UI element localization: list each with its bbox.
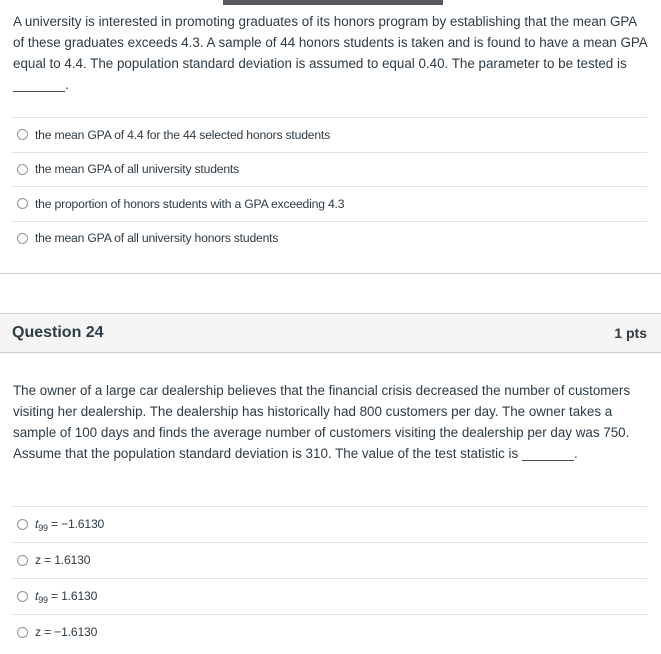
answer-value: = 1.6130 [40,552,91,567]
answer-var: t [35,588,39,603]
answer-label [35,589,97,605]
answer-option-2[interactable] [11,542,647,578]
radio-button[interactable] [17,591,28,602]
radio-button[interactable] [17,198,28,209]
answer-list [11,117,647,255]
question-text: The owner of a large car dealership believes that the financial crisis decreased the number of customers visiting her dealership. The dealership has historically had 800 customers per day. The owner takes a sample of 100 days and finds the average number of customers visiting the dealership per day was 750. Assume that the population standard deviation is 310. The value of the test statistic is _______. [13,383,631,461]
answer-option-1[interactable] [11,117,647,152]
radio-button[interactable] [17,519,28,530]
answer-list [11,506,647,650]
answer-label [35,517,104,533]
answer-option-1[interactable] [11,506,647,542]
radio-button[interactable] [17,129,28,140]
question-points: 1 pts [614,325,647,341]
answer-value: = 1.6130 [47,588,98,603]
scroll-indicator [223,0,443,5]
answer-option-4[interactable] [11,221,647,256]
answer-value: = −1.6130 [47,516,105,531]
answer-label [35,625,97,641]
answer-option-2[interactable] [11,152,647,187]
answer-var: z [35,624,41,639]
answer-label: the mean GPA of all university students [35,162,240,177]
answer-label [35,553,90,569]
radio-button[interactable] [17,555,28,566]
answer-var: t [35,516,39,531]
answer-label: the proportion of honors students with a GPA exceeding 4.3 [35,196,345,211]
radio-button[interactable] [17,233,28,244]
answer-label: the mean GPA of 4.4 for the 44 selected honors students [35,127,331,142]
answer-option-4[interactable] [11,614,647,650]
radio-button[interactable] [17,627,28,638]
answer-sub: 99 [38,594,48,605]
answer-label: the mean GPA of all university honors students [35,231,279,246]
question-header [0,313,661,353]
question-prev [0,0,661,274]
question-title: Question 24 [12,324,104,341]
answer-var: z [35,552,41,567]
question-text: A university is interested in promoting graduates of its honors program by establishing that the mean GPA of these graduates exceeds 4.3. A sample of 44 honors students is taken and is found to have a mean GPA equal to 4.4. The population standard deviation is assumed to equal 0.40. The parameter to be tested is _______. [13,14,647,92]
answer-option-3[interactable] [11,578,647,614]
answer-sub: 99 [38,522,48,533]
radio-button[interactable] [17,164,28,175]
answer-option-3[interactable] [11,186,647,221]
answer-value: = −1.6130 [40,624,98,639]
